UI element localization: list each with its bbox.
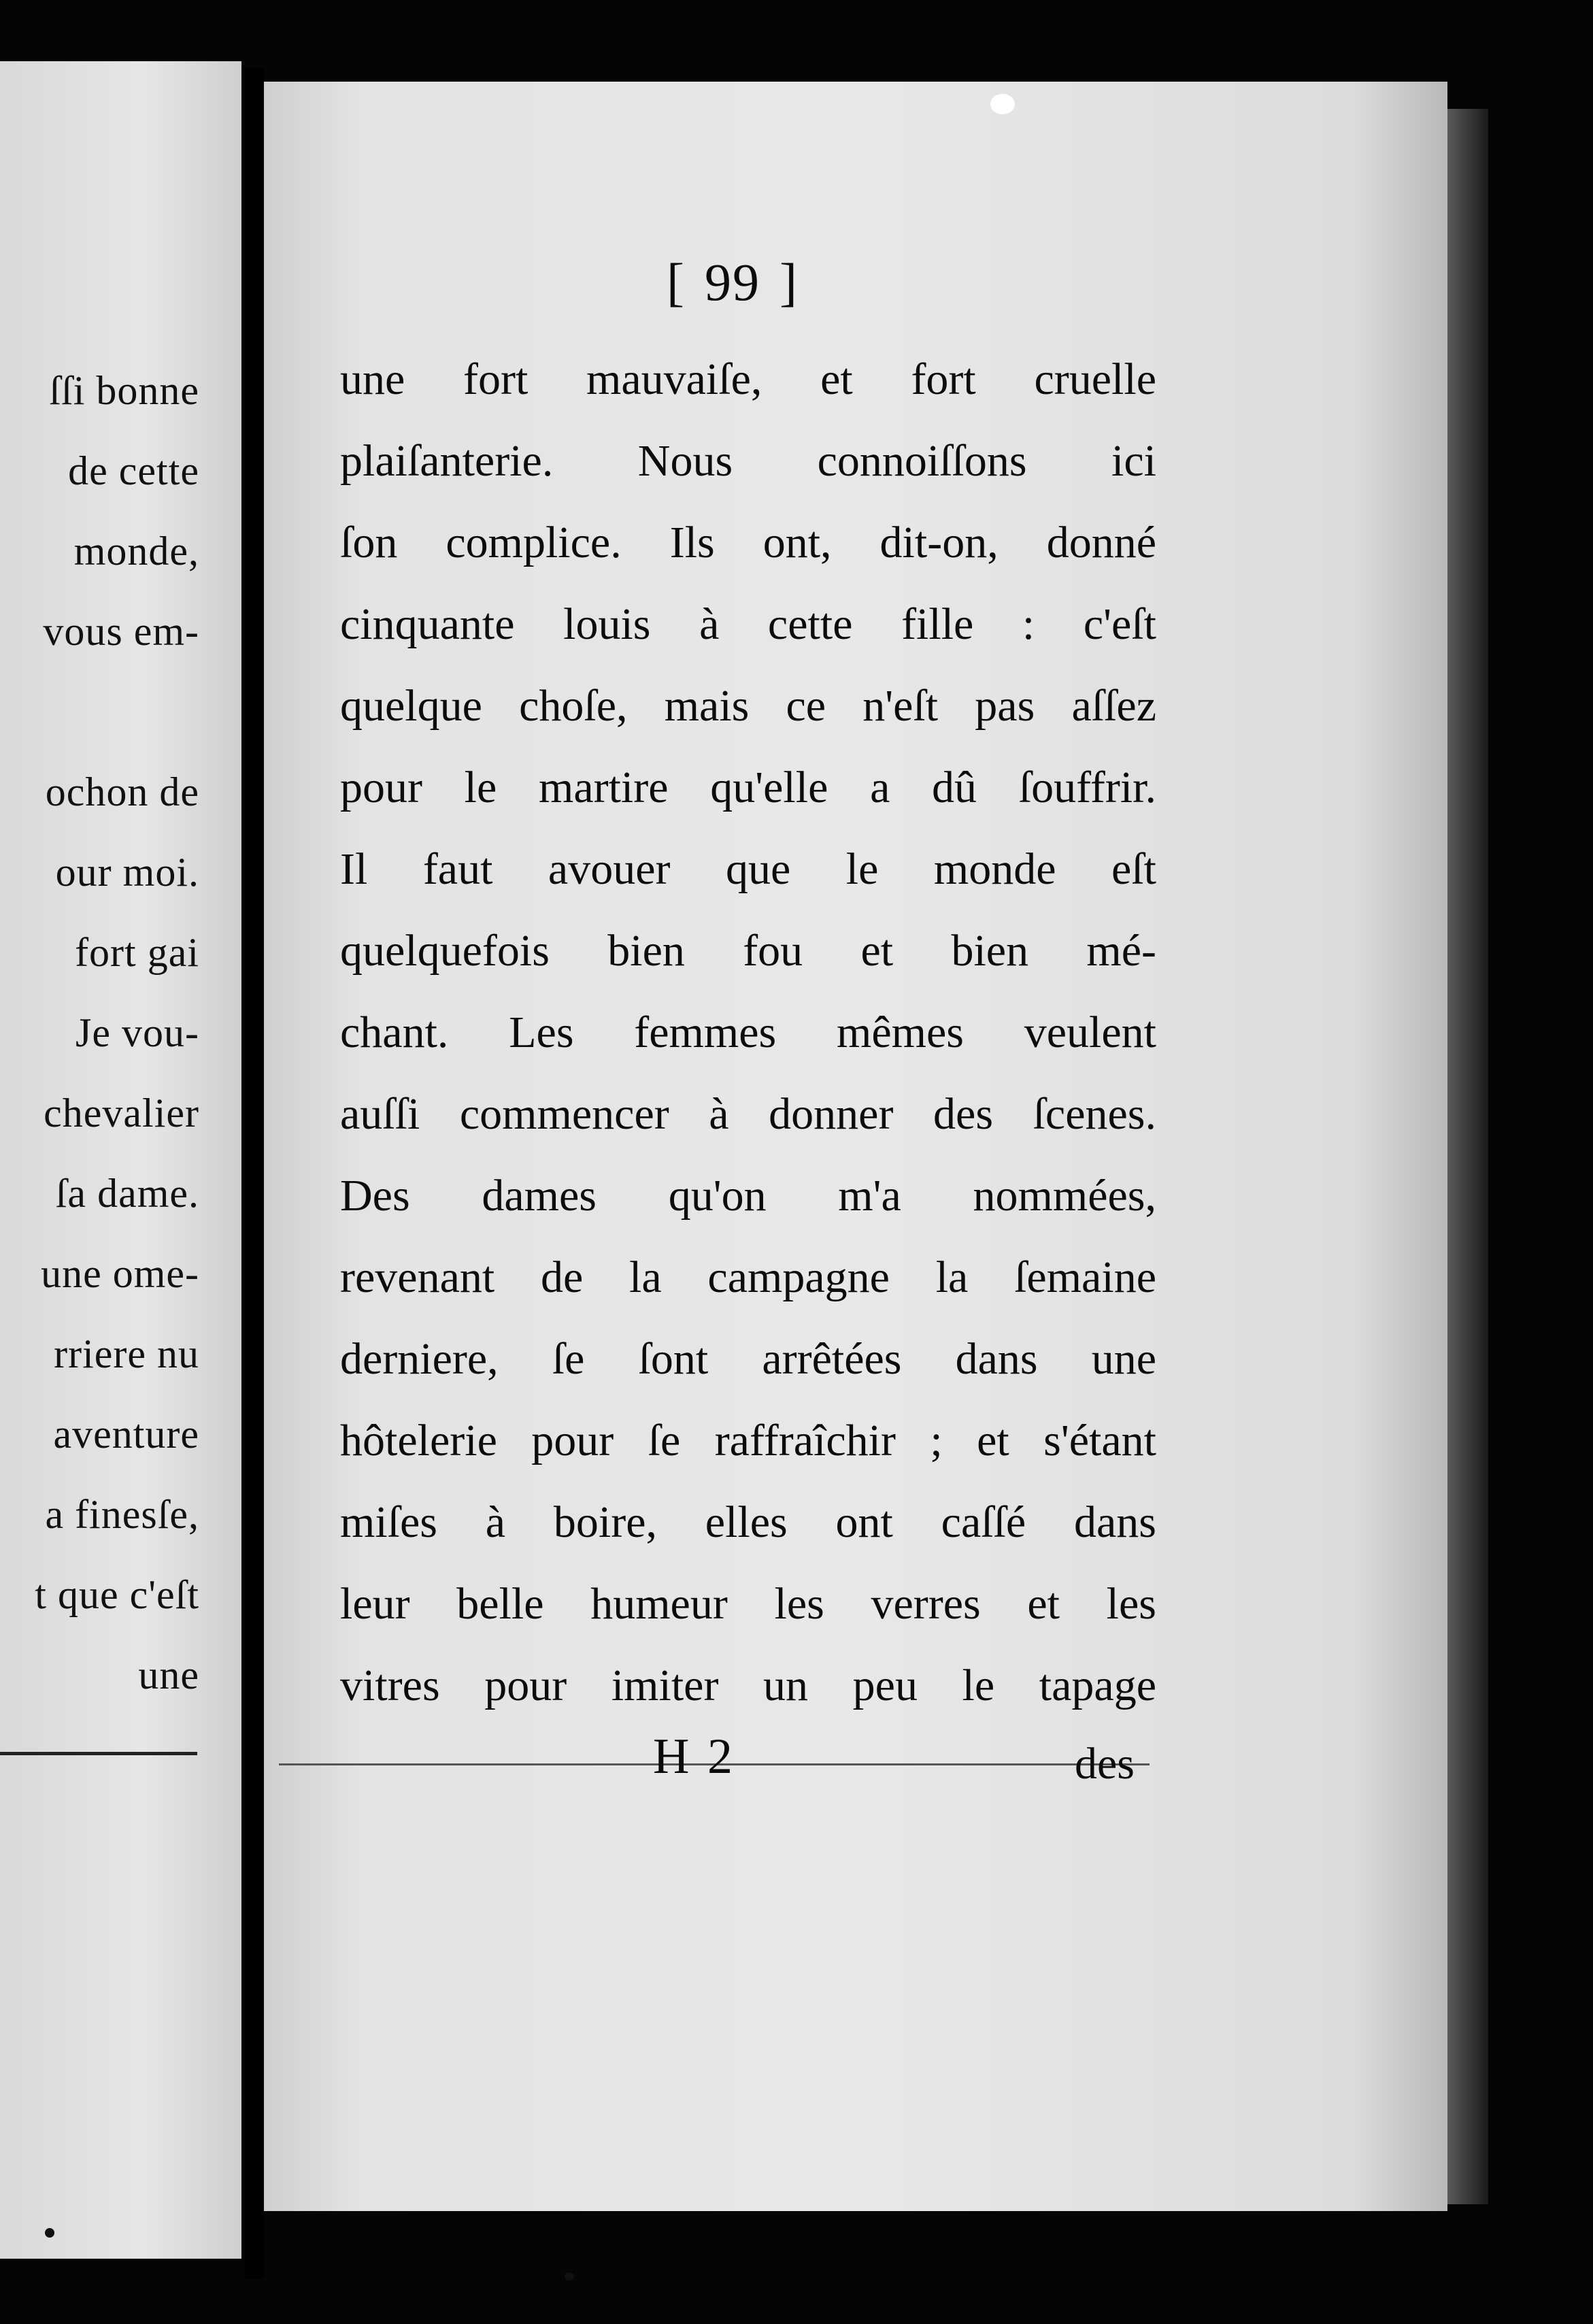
- paper-hole: [990, 94, 1015, 114]
- text-line: chant. Les femmes mêmes veulent: [340, 1008, 1156, 1057]
- left-line: fort gai: [75, 930, 199, 975]
- bracket-open: [: [667, 252, 686, 312]
- left-line: Je vou-: [76, 1010, 199, 1055]
- left-line: monde,: [73, 529, 199, 574]
- text-line: quelque choſe, mais ce n'eſt pas aſſez: [340, 681, 1156, 731]
- text-line: hôtelerie pour ſe raffraîchir ; et s'étant: [340, 1416, 1156, 1465]
- left-line: aventure: [53, 1412, 199, 1457]
- text-line: quelquefois bien fou et bien mé-: [340, 926, 1156, 976]
- text-line: cinquante louis à cette fille : c'eſt: [340, 599, 1156, 649]
- text-line: auſſi commencer à donner des ſcenes.: [340, 1089, 1156, 1139]
- ink-speck: [565, 2272, 574, 2280]
- left-line: ochon de: [45, 769, 199, 814]
- text-line: ſon complice. Ils ont, dit-on, donné: [340, 518, 1156, 567]
- text-line: pour le martire qu'elle a dû ſouffrir.: [340, 763, 1156, 812]
- book-gutter: [245, 68, 264, 2279]
- page-edge-shadow: [1447, 109, 1488, 2204]
- text-line: vitres pour imiter un peu le tapage: [340, 1661, 1156, 1710]
- text-line: miſes à boire, elles ont caſſé dans: [340, 1497, 1156, 1547]
- text-line: une fort mauvaiſe, et fort cruelle: [340, 354, 1156, 404]
- left-line: une: [138, 1653, 199, 1697]
- left-line: ſſi bonne: [49, 368, 199, 413]
- page-number: 99: [704, 252, 760, 312]
- left-line: a finesſe,: [45, 1492, 199, 1537]
- left-line: chevalier: [44, 1091, 199, 1135]
- left-line: ſa dame.: [55, 1171, 199, 1216]
- ink-speck: [45, 2228, 54, 2238]
- left-line: t que c'eſt: [35, 1572, 199, 1617]
- left-page-rule: [0, 1752, 197, 1755]
- text-line: Il faut avouer que le monde eſt: [340, 844, 1156, 894]
- text-line: Des dames qu'on m'a nommées,: [340, 1171, 1156, 1221]
- text-line: leur belle humeur les verres et les: [340, 1579, 1156, 1629]
- text-line: revenant de la campagne la ſemaine: [340, 1252, 1156, 1302]
- left-line: our moi.: [55, 850, 199, 895]
- left-line: rriere nu: [54, 1331, 199, 1376]
- text-line: derniere, ſe ſont arrêtées dans une: [340, 1334, 1156, 1384]
- left-line: vous em-: [43, 609, 199, 654]
- left-line: de cette: [68, 448, 199, 493]
- left-line: une ome-: [41, 1251, 199, 1296]
- page-header: [667, 252, 939, 313]
- text-line: plaiſanterie. Nous connoiſſons ici: [340, 436, 1156, 486]
- signature-mark: H 2: [653, 1729, 735, 1784]
- left-page: [0, 61, 241, 2259]
- catchword: des: [1075, 1739, 1135, 1789]
- bracket-close: ]: [779, 252, 799, 312]
